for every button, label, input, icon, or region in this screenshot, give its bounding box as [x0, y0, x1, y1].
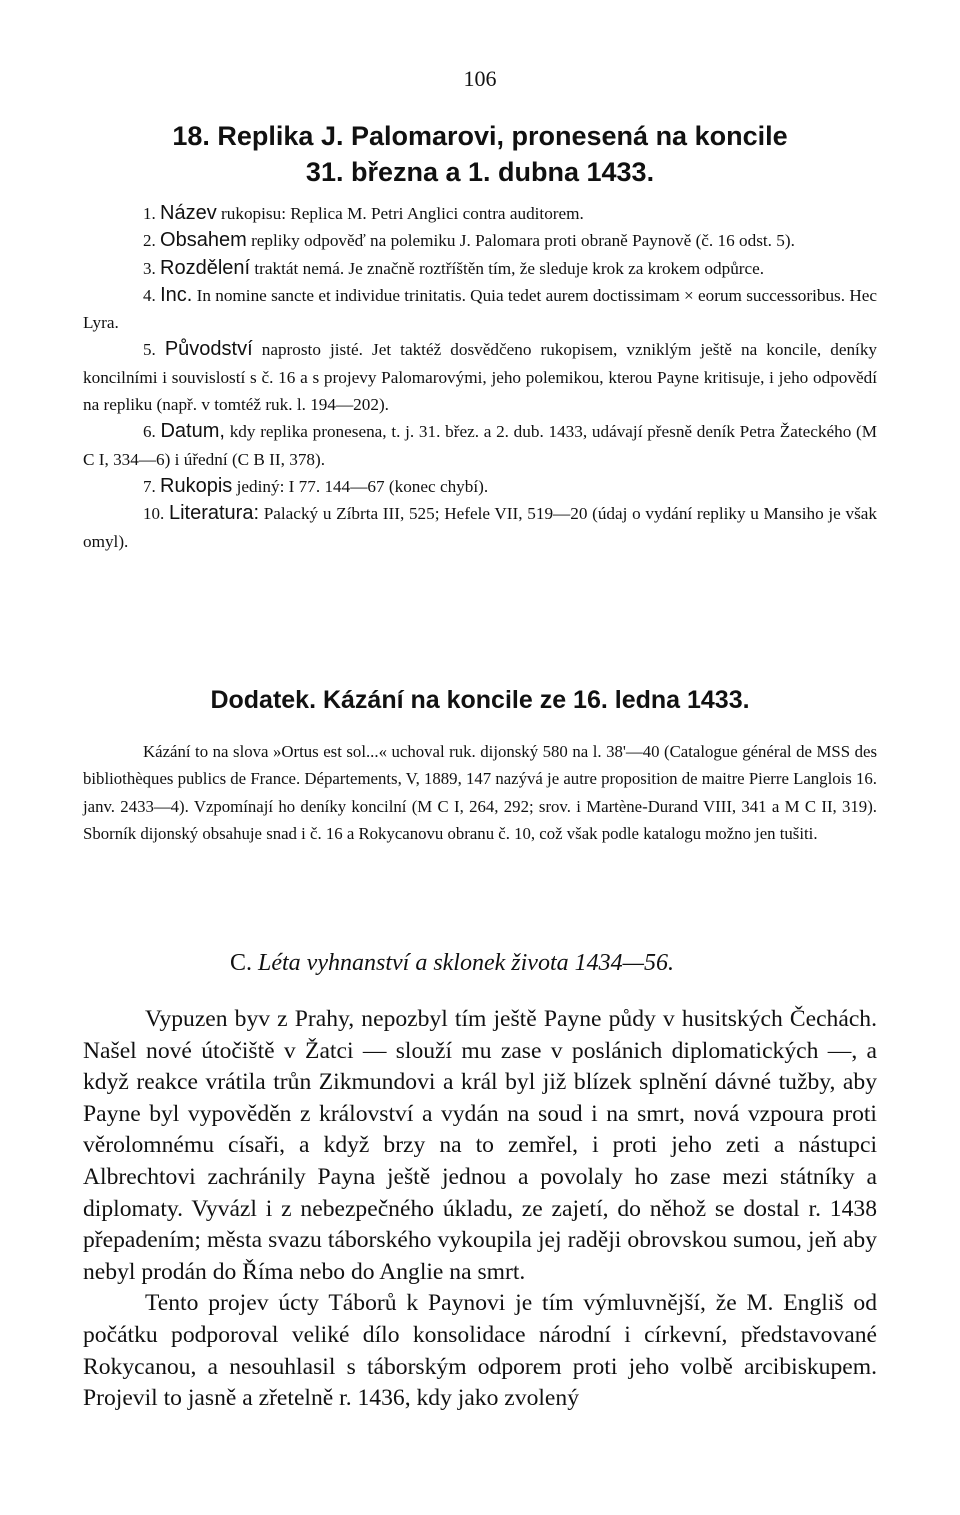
item-number: 6.: [143, 422, 156, 442]
item-text: Palacký u Zíbrta III, 525; Hefele VII, 519—20 (údaj o vydání repliky u Mansiho je však omyl).: [83, 504, 878, 551]
list-item: [83, 200, 877, 227]
section-title: Léta vyhnanství a sklonek života 1434—56.: [258, 950, 674, 976]
list-item: [83, 418, 877, 473]
item-text: rukopisu: Replica M. Petri Anglici contra auditorem.: [221, 204, 584, 223]
list-item: [83, 227, 877, 254]
item-heading: Název: [160, 202, 217, 224]
section-letter: C.: [230, 950, 253, 976]
list-item: [83, 336, 877, 418]
list-item: [83, 500, 877, 555]
item-heading: Rukopis: [160, 474, 233, 497]
item-number: 5.: [143, 340, 156, 360]
item-number: 4.: [143, 285, 156, 305]
paragraph: Vypuzen byv z Prahy, nepozbyl tím ještě Payne půdy v husitských Čechách. Našel nové útočiště v Žatci — slouží mu zase v poslánich diplomatických —, a když reakce vrátila trůn Zikmundovi a král byl již blízek splnění dávné tužby, aby Payne byl vypověděn z království a vydán na soud i na smrt, nová vzpoura proti věrolomnému císaři, a když brzy na to zemřel, i proti jeho zeti a nástupci Albrechtovi zachránily Payna ještě jednou a povolaly ho zase mezi státníky a diplomaty. Vyvázl i z nebezpečného úkladu, ze zajetí, do něhož se dostal r. 1438 přepadením; města svazu táborského vykoupila jej raději obrovskou sumou, jeň aby nebyl prodán do Říma nebo do Anglie na smrt.: [83, 1006, 877, 1285]
item-text: kdy replika pronesena, t. j. 31. břez. a 2. dub. 1433, udávají přesně deník Petra Žateckého (M C I, 334—6) i úřední (C B II, 378).: [83, 422, 878, 469]
item-heading: Původství: [164, 338, 253, 361]
list-item: [83, 473, 877, 500]
item-heading: Datum,: [160, 420, 225, 443]
section-heading: [230, 950, 960, 977]
item-heading: Literatura:: [168, 502, 260, 525]
item-number: 3.: [143, 258, 156, 278]
chapter-title-line-2: 31. března a 1. dubna 1433.: [305, 157, 655, 187]
item-heading: Obsahem: [160, 229, 247, 252]
item-number: 2.: [143, 231, 156, 251]
item-heading: Inc.: [160, 283, 193, 306]
body-text: [83, 1004, 877, 1415]
item-heading: Rozdělení: [160, 256, 251, 279]
item-number: 7.: [143, 476, 156, 496]
addendum-title: Dodatek. Kázání na koncile ze 16. ledna 1433.: [210, 686, 750, 714]
page-number: 106: [463, 66, 497, 91]
list-item: [83, 282, 877, 337]
list-item: [83, 255, 877, 282]
item-text: jediný: I 77. 144—67 (konec chybí).: [236, 476, 489, 496]
paragraph: Tento projev úcty Táborů k Paynovi je tím výmluvnější, že M. Engliš od počátku podporoval veliké dílo konsolidace národní i církevní, představované Rokycanou, a nesouhlasil s táborským odporem proti jeho volbě arcibiskupem. Projevil to jasně a zřetelně r. 1436, kdy jako zvolený: [83, 1290, 877, 1412]
item-text: In nomine sancte et individue trinitatis. Quia tedet aurem doctissimam × eorum successoribus. Hec Lyra.: [83, 285, 878, 333]
item-number: 1.: [143, 204, 156, 223]
addendum-text: Kázání to na slova »Ortus est sol...« uchoval ruk. dijonský 580 na l. 38'—40 (Catalogue général de MSS des bibliothèques publics de France. Départements, V, 1889, 147 nazývá je autre proposition de maitre Pierre Langlois 16. janv. 2433—4). Vzpomínají ho deníky koncilní (M C I, 264, 292; srov. i Martène-Durand VIII, 341 a M C II, 319). Sborník dijonský obsahuje snad i č. 16 a Rokycanovu obranu č. 10, což však podle katalogu možno jen tušiti.: [83, 742, 877, 843]
item-text: repliky odpověď na polemiku J. Palomara proti obraně Paynově (č. 16 odst. 5).: [251, 231, 795, 251]
chapter-title: [0, 118, 960, 190]
chapter-title-line-1: 18. Replika J. Palomarovi, pronesená na koncile: [172, 121, 788, 151]
item-list: [83, 200, 877, 555]
item-number: 10.: [143, 504, 165, 524]
item-text: traktát nemá. Je značně roztříštěn tím, že sleduje krok za krokem odpůrce.: [254, 258, 765, 278]
item-text: naprosto jisté. Jet taktéž dosvědčeno rukopisem, vzniklým ještě na koncile, deníky koncilními i souvislostí s č. 16 a s projevy Palomarovými, jeho polemikou, kterou Payne kritisuje, i jeho odpovědí na repliku (např. v tomtéž ruk. l. 194—202).: [83, 340, 878, 415]
